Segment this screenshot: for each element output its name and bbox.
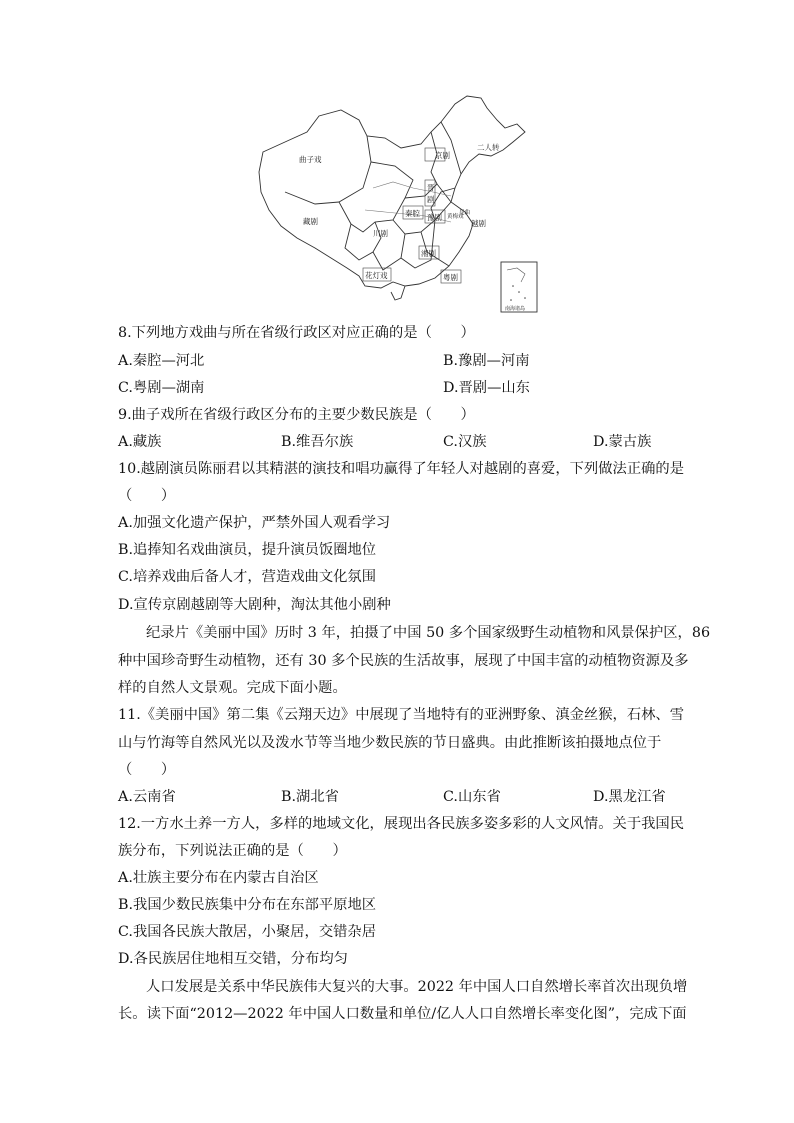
label-jingju: 京剧: [435, 151, 450, 160]
passage1-line3: 样的自然人文景观。完成下面小题。: [118, 680, 347, 696]
label-jinju-1: 晋: [427, 183, 435, 192]
label-chuanju: 川剧: [373, 229, 388, 238]
map-outline: [259, 96, 525, 300]
q12-option-a: A.壮族主要分布在内蒙古自治区: [118, 870, 319, 886]
q8-option-a: A.秦腔—河北: [118, 353, 205, 369]
label-qinqiang: 秦腔: [405, 209, 420, 218]
q8-option-d: D.晋剧—山东: [443, 380, 530, 396]
label-yuju: 豫剧: [427, 213, 442, 222]
q9-option-b: B.维吾尔族: [281, 434, 354, 450]
label-errenzhuan: 二人转: [477, 143, 500, 152]
inset-label: 南海诸岛: [505, 306, 526, 312]
label-huadengxi: 花灯戏: [365, 271, 388, 280]
china-opera-map: [255, 92, 545, 314]
label-zangju: 藏剧: [303, 217, 318, 226]
label-yueju-zj: 越剧: [471, 219, 486, 228]
q8-stem: 8.下列地方戏曲与所在省级行政区对应正确的是（ ）: [118, 325, 475, 341]
q12-option-b: B.我国少数民族集中分布在东部平原地区: [118, 897, 377, 913]
label-kunqu: 昆曲: [459, 210, 471, 216]
q11-stem-line1: 11.《美丽中国》第二集《云翔天边》中展现了当地特有的亚洲野象、滇金丝猴，石林、雪: [118, 707, 685, 723]
q8-option-c: C.粤剧—湖南: [118, 380, 205, 396]
label-jinju-2: 剧: [427, 195, 435, 204]
q10-stem-line1: 10.越剧演员陈丽君以其精湛的演技和唱功赢得了年轻人对越剧的喜爱，下列做法正确的是: [118, 461, 685, 477]
q8-option-b: B.豫剧—河南: [443, 353, 530, 369]
q9-option-a: A.藏族: [118, 434, 162, 450]
q12-option-d: D.各民族居住地相互交错，分布均匀: [118, 951, 348, 967]
q9-stem: 9.曲子戏所在省级行政区分布的主要少数民族是（ ）: [118, 407, 475, 423]
q10-option-c: C.培养戏曲后备人才，营造戏曲文化氛围: [118, 569, 377, 585]
south-sea-inset: [501, 262, 537, 312]
passage2-line1: 人口发展是关系中华民族伟大复兴的大事。2022 年中国人口自然增长率首次出现负增: [146, 979, 688, 995]
q11-option-d: D.黑龙江省: [593, 789, 666, 805]
q12-option-c: C.我国各民族大散居，小聚居，交错杂居: [118, 924, 377, 940]
label-yueju-gd: 粤剧: [443, 273, 458, 282]
q11-option-c: C.山东省: [443, 789, 501, 805]
label-quzixi: 曲子戏: [299, 155, 322, 164]
q10-option-a: A.加强文化遗产保护，严禁外国人观看学习: [118, 515, 391, 531]
passage1-line1: 纪录片《美丽中国》历时 3 年，拍摄了中国 50 多个国家级野生动植物和风景保护区，86: [146, 625, 711, 641]
q10-option-d: D.宣传京剧越剧等大剧种，淘汰其他小剧种: [118, 597, 391, 613]
label-xiangju: 湘剧: [421, 249, 436, 258]
q11-option-b: B.湖北省: [281, 789, 339, 805]
q12-stem-line1: 12.一方水土养一方人，多样的地域文化，展现出各民族多姿多彩的人文风情。关于我国民: [118, 816, 685, 832]
q9-option-d: D.蒙古族: [593, 434, 652, 450]
q11-option-a: A.云南省: [118, 789, 176, 805]
passage1-line2: 种中国珍奇野生动植物，还有 30 多个民族的生活故事，展现了中国丰富的动植物资源及多: [118, 653, 689, 669]
q11-stem-line2: 山与竹海等自然风光以及泼水节等当地少数民族的节日盛典。由此推断该拍摄地点位于: [118, 735, 662, 751]
q11-stem-line3: （ ）: [118, 762, 176, 778]
passage2-line2: 长。读下面“2012—2022 年中国人口数量和单位/亿人人口自然增长率变化图”，完成下面: [118, 1006, 687, 1022]
q9-option-c: C.汉族: [443, 434, 487, 450]
q12-stem-line2: 族分布，下列说法正确的是（ ）: [118, 843, 347, 859]
label-huangmeixi: 黄梅戏: [447, 214, 464, 220]
q10-stem-line2: （ ）: [118, 488, 176, 504]
q10-option-b: B.追捧知名戏曲演员，提升演员饭圈地位: [118, 542, 377, 558]
